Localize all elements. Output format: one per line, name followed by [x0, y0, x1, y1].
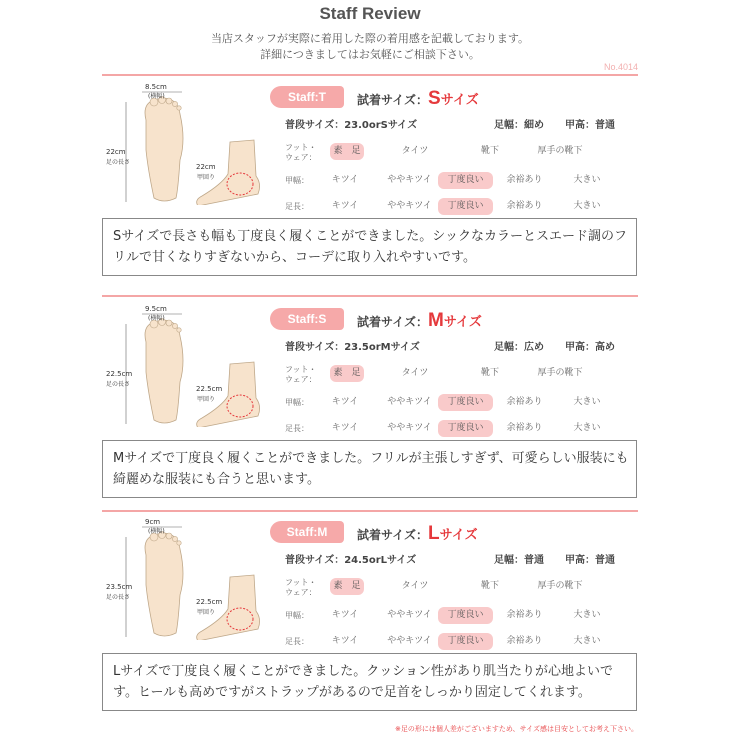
fit-option: 大きい	[573, 397, 601, 407]
comment-text: Lサイズで丁度良く履くことができました。クッション性があり肌当たりが心地よいです。ヒールも高めですがストラップがあるので足首をしっかり固定してくれます。	[113, 664, 613, 700]
fit-option: 大きい	[573, 423, 601, 433]
length-row	[285, 198, 640, 216]
footwear-option: 靴下	[480, 368, 499, 378]
product-number: No.4014	[603, 62, 638, 72]
intro-line-2: 詳細につきましてはお気軽にご相談下さい。	[260, 48, 480, 61]
footwear-option: 素 足	[330, 143, 364, 160]
foot-length-sub: 足の長さ	[106, 159, 131, 166]
size-letter: S	[428, 88, 441, 109]
length-row	[285, 420, 640, 438]
try-size	[357, 310, 482, 332]
row-label: 足長：	[285, 424, 309, 433]
fit-option: 大きい	[573, 610, 601, 620]
footwear-option: タイツ	[401, 368, 429, 378]
fit-option: 丁度良い	[438, 633, 493, 650]
fit-option: キツイ	[331, 397, 359, 407]
review-comment	[102, 440, 637, 498]
foot-length-label: 22.5cm	[106, 370, 133, 378]
foot-diagram	[102, 515, 282, 640]
fit-option: 余裕あり	[506, 201, 543, 211]
size-suffix: サイズ	[443, 315, 482, 330]
fit-option: ややキツイ	[387, 636, 432, 646]
page-title: Staff Review	[319, 4, 421, 23]
foot-length-sub: 足の長さ	[106, 594, 131, 601]
fit-option: ややキツイ	[387, 423, 432, 433]
foot-diagram	[102, 302, 282, 427]
try-size	[357, 523, 478, 545]
fit-option: 余裕あり	[506, 423, 543, 433]
fit-option: 大きい	[573, 636, 601, 646]
review-comment	[102, 653, 637, 711]
row-label: 足長：	[285, 202, 309, 211]
usual-size: 普段サイズ：23.5orMサイズ	[285, 342, 420, 353]
fit-option: キツイ	[331, 423, 359, 433]
fit-option: ややキツイ	[387, 610, 432, 620]
fit-option: キツイ	[331, 175, 359, 185]
foot-width-label: 8.5cm	[145, 83, 167, 91]
review-card	[102, 80, 638, 292]
foot-width: 足幅：細め	[494, 120, 544, 131]
review-card	[102, 302, 638, 514]
fit-option: 丁度良い	[438, 394, 493, 411]
fit-option: キツイ	[331, 201, 359, 211]
size-letter: M	[428, 310, 444, 331]
instep-label: 22cm	[196, 163, 216, 171]
foot-width: 足幅：広め	[494, 342, 544, 353]
footwear-option: 素 足	[330, 365, 364, 382]
comment-text: Mサイズで丁度良く履くことができました。フリルが主張しすぎず、可愛らしい服装にも綺麗めな服装にも合うと思います。	[113, 451, 629, 487]
try-size-label: 試着サイズ：	[357, 528, 429, 542]
staff-badge: Staff:M	[270, 521, 344, 543]
try-size-label: 試着サイズ：	[357, 93, 429, 107]
footwear-row	[285, 365, 640, 383]
size-suffix: サイズ	[439, 528, 478, 543]
footwear-option: 厚手の靴下	[537, 146, 583, 156]
footwear-label: フット・ ウェア：	[285, 143, 317, 162]
instep-sub: 甲回り	[197, 396, 216, 403]
fit-option: 丁度良い	[438, 172, 493, 189]
foot-width-label: 9cm	[145, 518, 161, 526]
review-card	[102, 515, 638, 727]
foot-length-label: 23.5cm	[106, 583, 133, 591]
review-comment	[102, 218, 637, 276]
row-label: 足長：	[285, 637, 309, 646]
footwear-row	[285, 143, 640, 161]
footer-note: ※足の形には個人差がございますため、サイズ感は目安としてお考え下さい。	[394, 725, 638, 733]
fit-option: キツイ	[331, 636, 359, 646]
fit-option: 大きい	[573, 201, 601, 211]
footwear-option: 厚手の靴下	[537, 368, 583, 378]
length-row	[285, 633, 640, 651]
instep-sub: 甲回り	[197, 609, 216, 616]
fit-option: ややキツイ	[387, 397, 432, 407]
fit-option: ややキツイ	[387, 201, 432, 211]
fit-option: 丁度良い	[438, 420, 493, 437]
instep-height: 甲高：普通	[565, 120, 615, 131]
footwear-label: フット・ ウェア：	[285, 578, 317, 597]
foot-width: 足幅：普通	[494, 555, 544, 566]
instep-height: 甲高：普通	[565, 555, 615, 566]
footwear-option: 靴下	[480, 146, 499, 156]
footwear-option: 素 足	[330, 578, 364, 595]
fit-option: 丁度良い	[438, 607, 493, 624]
fit-option: 大きい	[573, 175, 601, 185]
size-letter: L	[428, 523, 440, 544]
fit-option: ややキツイ	[387, 175, 432, 185]
instep-row	[285, 172, 640, 190]
fit-option: 余裕あり	[506, 397, 543, 407]
instep-label: 22.5cm	[196, 385, 223, 393]
row-label: 甲幅：	[285, 176, 309, 185]
footwear-option: 厚手の靴下	[537, 581, 583, 591]
comment-text: Sサイズで長さも幅も丁度良く履くことができました。シックなカラーとスエード調のフリルで甘くなりすぎないから、コーデに取り入れやすいです。	[113, 229, 627, 265]
fit-option: キツイ	[331, 610, 359, 620]
instep-label: 22.5cm	[196, 598, 223, 606]
footwear-option: 靴下	[480, 581, 499, 591]
footwear-row	[285, 578, 640, 596]
foot-width-sub: (横幅)	[148, 528, 165, 535]
size-suffix: サイズ	[440, 93, 479, 108]
usual-size: 普段サイズ：23.0orSサイズ	[285, 120, 418, 131]
row-label: 甲幅：	[285, 398, 309, 407]
try-size	[357, 88, 479, 110]
row-label: 甲幅：	[285, 611, 309, 620]
footwear-option: タイツ	[401, 146, 429, 156]
instep-height: 甲高：高め	[565, 342, 615, 353]
fit-option: 余裕あり	[506, 636, 543, 646]
instep-row	[285, 394, 640, 412]
intro-line-1: 当店スタッフが実際に着用した際の着用感を記載しております。	[210, 32, 530, 45]
fit-option: 余裕あり	[506, 175, 543, 185]
try-size-label: 試着サイズ：	[357, 315, 429, 329]
foot-width-sub: (横幅)	[148, 315, 165, 322]
foot-length-sub: 足の長さ	[106, 381, 131, 388]
fit-option: 丁度良い	[438, 198, 493, 215]
foot-length-label: 22cm	[106, 148, 126, 156]
footwear-option: タイツ	[401, 581, 429, 591]
instep-sub: 甲回り	[197, 174, 216, 181]
divider	[102, 74, 638, 76]
staff-badge: Staff:S	[270, 308, 344, 330]
instep-row	[285, 607, 640, 625]
footwear-label: フット・ ウェア：	[285, 365, 317, 384]
divider	[102, 295, 638, 297]
usual-size: 普段サイズ：24.5orLサイズ	[285, 555, 417, 566]
staff-badge: Staff:T	[270, 86, 344, 108]
fit-option: 余裕あり	[506, 610, 543, 620]
foot-width-label: 9.5cm	[145, 305, 167, 313]
foot-diagram	[102, 80, 282, 205]
foot-width-sub: (横幅)	[148, 93, 165, 100]
